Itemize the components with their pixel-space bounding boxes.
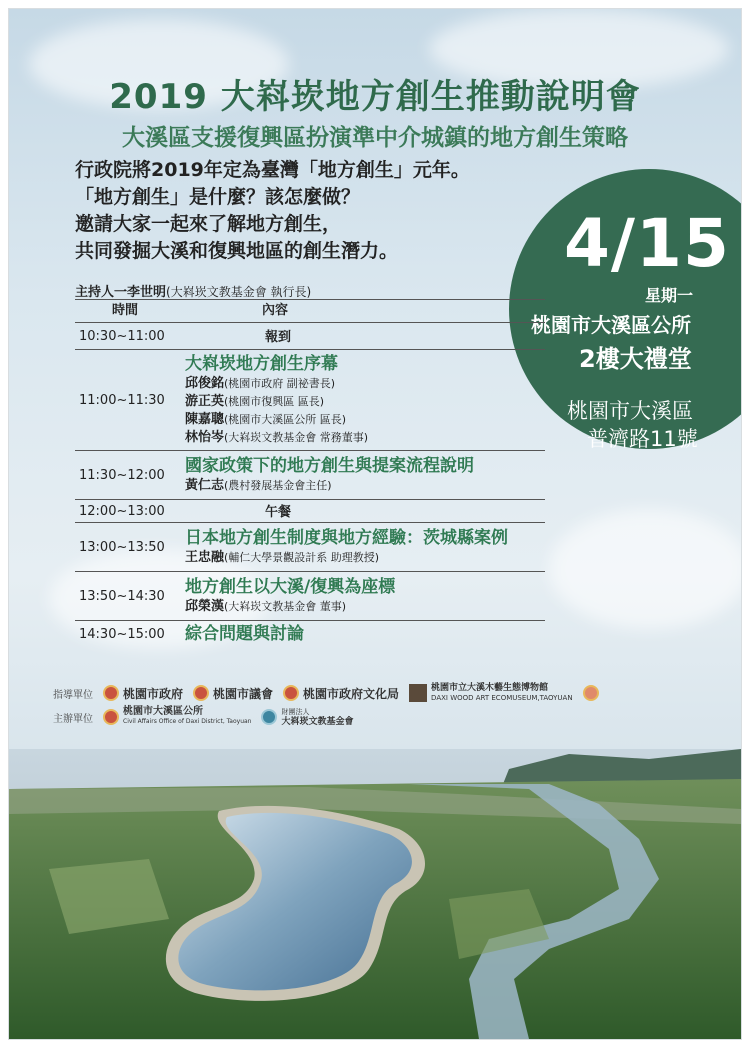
speaker: 黃仁志(農村發展基金會主任) <box>185 477 332 493</box>
intro-line: 共同發掘大溪和復興地區的創生潛力。 <box>75 240 399 262</box>
seal-icon <box>103 709 119 725</box>
agenda-item: 報到 <box>265 330 292 345</box>
poster <box>8 8 742 1040</box>
speaker: 陳嘉聰(桃園市大溪區公所 區長) <box>185 411 347 427</box>
agenda-topic: 國家政策下的地方創生與提案流程說明 <box>185 455 474 476</box>
agenda-time: 13:50~14:30 <box>79 588 165 604</box>
org-logo: 財團法人 大嵙崁文教基金會 <box>261 707 353 727</box>
venue-address-line2: 普濟路11號 <box>587 427 698 451</box>
agenda-topic: 地方創生以大溪/復興為座標 <box>185 576 396 597</box>
speaker: 王忠融(輔仁大學景觀設計系 助理教授) <box>185 549 380 565</box>
cloud <box>549 509 742 629</box>
host-org: (大嵙崁文教基金會 執行長) <box>166 285 312 299</box>
speaker: 邱榮漢(大嵙崁文教基金會 董事) <box>185 598 347 614</box>
agenda-row <box>75 572 545 621</box>
venue-room: 2樓大禮堂 <box>579 345 692 373</box>
host-label: 主辦單位 <box>53 713 93 725</box>
org-logo: 桃園市政府文化局 <box>283 685 399 702</box>
venue-address-line1: 桃園市大溪區 <box>567 399 693 423</box>
host-name: 主持人一李世明 <box>75 285 167 300</box>
org-logo: 桃園市立大溪木藝生態博物館 DAXI WOOD ART ECOMUSEUM,TAOYUAN <box>409 683 573 703</box>
guide-label: 指導單位 <box>53 689 93 701</box>
museum-logo-icon <box>409 684 427 702</box>
foundation-logo-icon <box>261 709 277 725</box>
agenda-topic: 日本地方創生制度與地方經驗：茨城縣案例 <box>185 527 508 548</box>
speaker: 林怡岑(大嵙崁文教基金會 常務董事) <box>185 429 369 445</box>
host-units <box>53 705 713 729</box>
agenda-row <box>75 350 545 451</box>
agenda-time: 11:30~12:00 <box>79 467 165 483</box>
event-date: 4/15 <box>564 205 730 282</box>
venue-name: 桃園市大溪區公所 <box>531 313 691 337</box>
seal-icon <box>193 685 209 701</box>
intro-line: 「地方創生」是什麼？該怎麼做？ <box>75 186 361 208</box>
agenda-time: 12:00~13:00 <box>79 503 165 519</box>
speaker: 邱俊銘(桃園市政府 副祕書長) <box>185 375 336 391</box>
aerial-landscape-photo <box>9 749 741 1039</box>
agenda-table <box>75 299 545 647</box>
intro-text <box>75 157 470 265</box>
header-content: 內容 <box>261 303 288 318</box>
host-line <box>75 281 311 300</box>
agenda-header <box>75 299 545 323</box>
agenda-time: 10:30~11:00 <box>79 328 165 344</box>
header-time: 時間 <box>111 303 138 318</box>
agenda-row <box>75 621 545 647</box>
agenda-time: 13:00~13:50 <box>79 539 165 555</box>
agenda-item: 午餐 <box>265 505 292 520</box>
event-weekday: 星期一 <box>645 286 694 305</box>
guide-units <box>53 681 713 705</box>
organizers <box>53 681 713 729</box>
intro-line: 行政院將2019年定為臺灣「地方創生」元年。 <box>75 159 470 181</box>
speaker: 游正英(桃園市復興區 區長) <box>185 393 325 409</box>
org-logo <box>583 685 599 701</box>
event-title: 2019 大嵙崁地方創生推動說明會 <box>109 77 641 117</box>
seal-icon <box>583 685 599 701</box>
agenda-row <box>75 500 545 523</box>
intro-line: 邀請大家一起來了解地方創生， <box>75 213 342 235</box>
agenda-row <box>75 523 545 572</box>
agenda-row <box>75 451 545 500</box>
seal-icon <box>103 685 119 701</box>
org-logo: 桃園市政府 <box>103 685 183 702</box>
agenda-topic: 綜合問題與討論 <box>185 623 304 644</box>
agenda-topic: 大嵙崁地方創生序幕 <box>185 353 338 374</box>
agenda-time: 14:30~15:00 <box>79 626 165 642</box>
org-logo: 桃園市大溪區公所 Civil Affairs Office of Daxi District, Taoyuan <box>103 707 251 727</box>
event-subtitle: 大溪區支援復興區扮演準中介城鎮的地方創生策略 <box>122 125 628 151</box>
org-logo: 桃園市議會 <box>193 685 273 702</box>
agenda-time: 11:00~11:30 <box>79 392 165 408</box>
seal-icon <box>283 685 299 701</box>
agenda-row <box>75 323 545 350</box>
